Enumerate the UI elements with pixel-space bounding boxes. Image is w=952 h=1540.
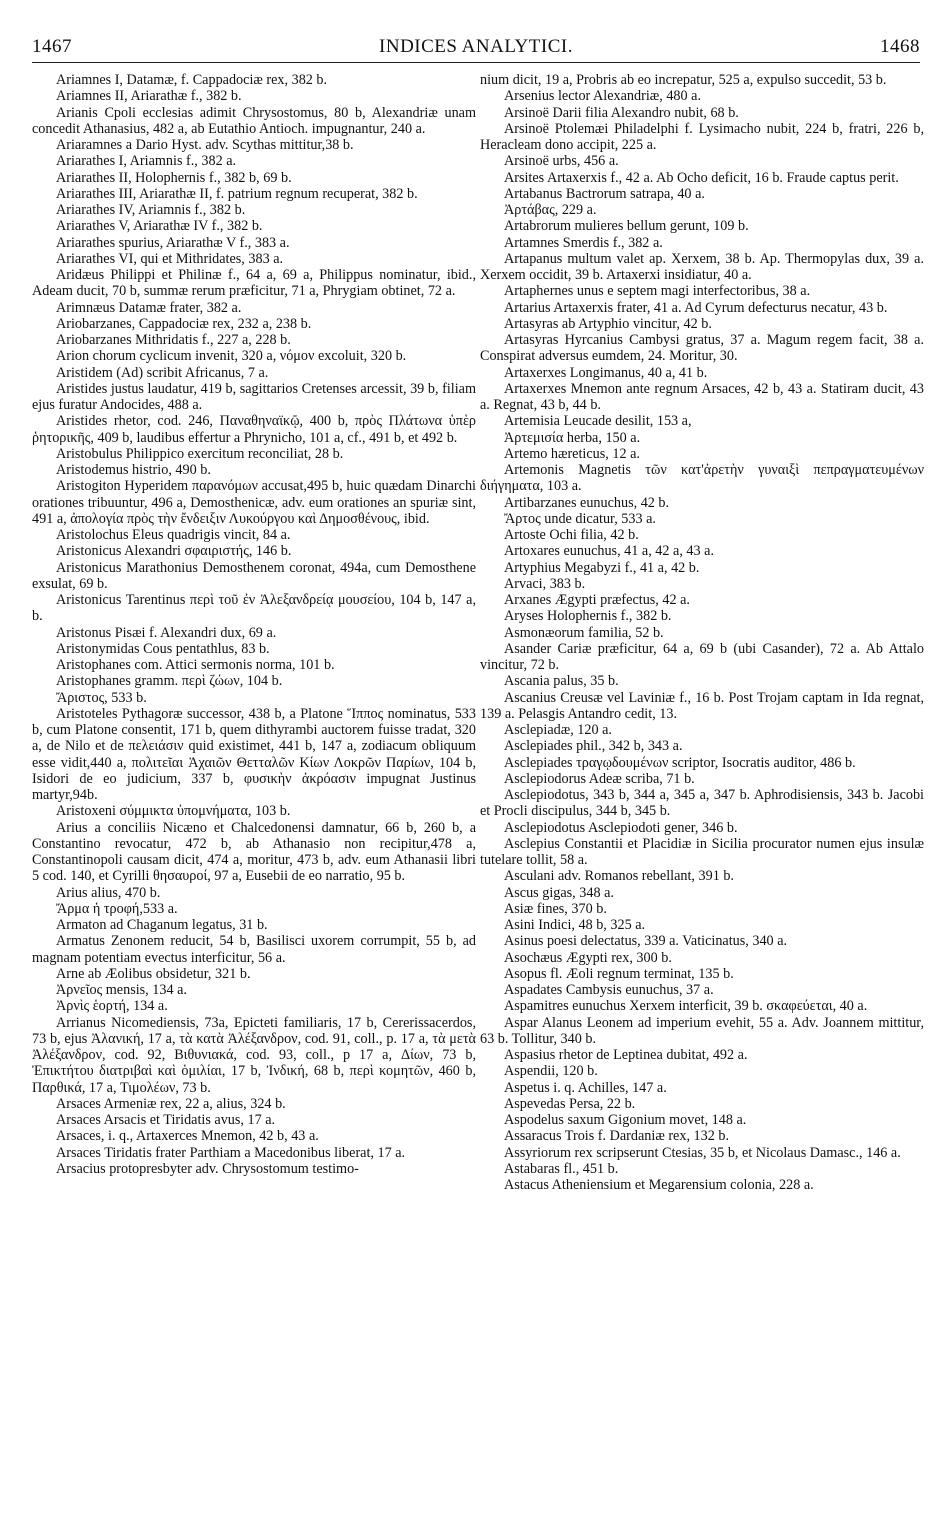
index-entry: Ascus gigas, 348 a. (504, 884, 614, 901)
index-entry: Astacus Atheniensium et Megarensium colonia, 228 a. (504, 1177, 814, 1193)
page-number-left: 1467 (32, 36, 72, 57)
index-entry: Ariaramnes a Dario Hyst. adv. Scythas mittitur,38 b. (56, 137, 354, 153)
index-entry: nium dicit, 19 a, Probris ab eo increpatur, 525 a, expulso succedit, 53 b. (480, 72, 887, 88)
index-entry: Asclepiodotus Asclepiodoti gener, 346 b. (504, 819, 738, 836)
index-entry: Armaton ad Chaganum legatus, 31 b. (56, 917, 268, 933)
page-number-right: 1468 (879, 36, 920, 57)
index-entry: Astabaras fl., 451 b. (504, 1160, 619, 1177)
index-entry: Aspasius rhetor de Leptinea dubitat, 492 a. (504, 1047, 748, 1063)
index-entry: Ariarathes III, Ariarathæ II, f. patrium regnum recuperat, 382 b. (56, 185, 418, 202)
index-entry: Arsites Artaxerxis f., 42 a. Ab Ocho deficit, 16 b. Fraude captus perit. (504, 169, 899, 186)
index-entry: Aristolochus Eleus quadrigis vincit, 84 a. (56, 527, 291, 543)
index-entry: Arion chorum cyclicum invenit, 320 a, νόμον excoluit, 320 b. (56, 348, 407, 365)
index-entry: Artemo hæreticus, 12 a. (504, 445, 640, 462)
left-column (32, 72, 476, 1534)
index-entry: Aristonymidas Cous pentathlus, 83 b. (56, 640, 270, 657)
index-entry: Aspodelus saxum Gigonium movet, 148 a. (504, 1112, 747, 1128)
index-entry: Asclepiades phil., 342 b, 343 a. (504, 738, 683, 755)
index-entry: Aspevedas Persa, 22 b. (504, 1095, 636, 1112)
index-entry: Arsinoë urbs, 456 a. (504, 153, 619, 170)
index-entry: Artemonis Magnetis τῶν κατ'ἀρετὴν γυναιξὶ πεπραγματευμένων διήγηματα, 103 a. (480, 462, 924, 495)
index-entry: Aspamitres eunuchus Xerxem interficit, 39 b. σκαφεύεται, 40 a. (504, 998, 868, 1015)
index-entry: Artabrorum mulieres bellum gerunt, 109 b. (504, 218, 749, 235)
index-entry: Ἀρνὶς ἑορτή, 134 a. (56, 998, 168, 1015)
index-entry: Ἀρνεῖος mensis, 134 a. (56, 982, 187, 998)
index-entry: Arsinoë Ptolemæi Philadelphi f. Lysimacho nubit, 224 b, fratri, 226 b, Heracleam dono accipit, 225 a. (480, 120, 924, 153)
index-entry: Asclepius Constantii et Placidiæ in Sicilia procurator numen ejus insulæ tutelare tollit, 58 a. (480, 835, 924, 868)
index-entry: Ariarathes spurius, Ariarathæ V f., 383 a. (56, 234, 290, 251)
index-entry: Arsacius protopresbyter adv. Chrysostomum testimo- (56, 1160, 359, 1177)
index-entry: Asmonæorum familia, 52 b. (504, 624, 664, 641)
index-entry: Arsaces Armeniæ rex, 22 a, alius, 324 b. (56, 1095, 286, 1112)
index-entry: Arius a conciliis Nicæno et Chalcedonensi damnatur, 66 b, 260 b, a Constantino revocatur, 472 b, ab Athanasio non recipitur,478 a, Constantinopoli causam dicit, 474 a, moritur, 473 b, adv. eum Athanasii libri 5 cod. 140, et Cyrilli θησαυροί, 97 a, Eusebii de eo narratio, 95 b. (32, 819, 476, 885)
index-entry: Asculani adv. Romanos rebellant, 391 b. (504, 868, 734, 885)
index-entry: Aristidem (Ad) scribit Africanus, 7 a. (56, 364, 269, 381)
index-entry: Artarius Artaxerxis frater, 41 a. Ad Cyrum defecturus necatur, 43 b. (504, 299, 888, 316)
page-title: INDICES ANALYTICI. (379, 36, 573, 57)
index-entry: Asini Indici, 48 b, 325 a. (504, 917, 646, 933)
index-entry: Arsaces Arsacis et Tiridatis avus, 17 a. (56, 1112, 276, 1128)
index-entry: Artaphernes unus e septem magi interfectoribus, 38 a. (504, 283, 811, 300)
index-entry: Ariarathes I, Ariamnis f., 382 a. (56, 153, 237, 170)
index-entry: Arsenius lector Alexandriæ, 480 a. (504, 88, 702, 105)
header-rule (32, 62, 920, 63)
index-entry: Arvaci, 383 b. (504, 575, 586, 592)
index-entry: Ἄριστος, 533 b. (56, 689, 147, 706)
index-entry: Ascanius Creusæ vel Laviniæ f., 16 b. Post Trojam captam in Ida regnat, 139 a. Pelasgis Antandro cedit, 13. (480, 689, 924, 722)
index-entry: Artyphius Megabyzi f., 41 a, 42 b. (504, 559, 700, 576)
index-entry: Asiæ fines, 370 b. (504, 900, 607, 917)
index-entry: Aristides justus laudatur, 419 b, sagittarios Cretenses arcessit, 39 b, filiam ejus furatur Andocides, 488 a. (32, 380, 476, 413)
index-entry: Aspendii, 120 b. (504, 1063, 598, 1080)
index-entry: Artabanus Bactrorum satrapa, 40 a. (504, 185, 705, 202)
index-entry: Ἄρμα ἡ τροφή,533 a. (56, 900, 178, 917)
index-entry: Aristonicus Alexandri σφαιριστής, 146 b. (56, 543, 292, 560)
index-entry: Arsaces, i. q., Artaxerces Mnemon, 42 b, 43 a. (56, 1128, 319, 1145)
index-entry: Aristonicus Marathonius Demosthenem coronat, 494a, cum Demosthene exsulat, 69 b. (32, 559, 476, 592)
index-entry: Arxanes Ægypti præfectus, 42 a. (504, 592, 690, 608)
index-entry: Artasyras ab Artyphio vincitur, 42 b. (504, 315, 712, 332)
index-entry: Artasyras Hyrcanius Cambysi gratus, 37 a. Magum regem facit, 38 a. Conspirat adversus eumdem, 24. Moritur, 30. (480, 332, 924, 365)
index-entry: Arrianus Nicomediensis, 73a, Epicteti familiaris, 17 b, Cererissacerdos, 73 b, ejus Ἀλανική, 17 a, τὰ κατὰ Ἀλέξανδρον, cod. 91, coll., p. 17 a, τὰ μετὰ Ἀλέξανδρον, cod. 92, Βιθυνιακά, cod. 93, coll., p 17 a, Δίων, 73 b, Ἐπικτήτου διατριβαὶ καὶ ὁμιλίαι, 17 b, Ἰνδική, 68 b, περὶ κομητῶν, 460 b, Παρθικά, 17 a, Τιμολέων, 73 b. (32, 1014, 476, 1096)
index-entry: Arimnæus Datamæ frater, 382 a. (56, 299, 242, 316)
index-entry: Aristophanes gramm. περὶ ζώων, 104 b. (56, 673, 283, 690)
index-entry: Aristoxeni σύμμικτα ὑπομνήματα, 103 b. (56, 803, 291, 820)
index-entry: Artibarzanes eunuchus, 42 b. (504, 494, 670, 511)
index-entry: Artaxerxes Longimanus, 40 a, 41 b. (504, 364, 708, 381)
index-entry: Ἄρτος unde dicatur, 533 a. (504, 510, 656, 527)
index-entry: Artaxerxes Mnemon ante regnum Arsaces, 42 b, 43 a. Statiram ducit, 43 a. Regnat, 43 b, 44 b. (480, 380, 924, 413)
index-entry: Asclepiodorus Adeæ scriba, 71 b. (504, 770, 695, 787)
index-entry: Arsaces Tiridatis frater Parthiam a Macedonibus liberat, 17 a. (56, 1144, 406, 1161)
index-entry: Arsinoë Darii filia Alexandro nubit, 68 b. (504, 104, 739, 121)
index-entry: Aryses Holophernis f., 382 b. (504, 608, 672, 625)
index-entry: Artemisia Leucade desilit, 153 a, (504, 413, 692, 430)
index-entry: Ariobarzanes Mithridatis f., 227 a, 228 b. (56, 332, 291, 348)
index-entry: Aspar Alanus Leonem ad imperium evehit, 55 a. Adv. Joannem mittitur, 63 b. Tollitur, 340 b. (480, 1014, 924, 1047)
index-entry: Ariarathes IV, Ariamnis f., 382 b. (56, 202, 246, 218)
index-entry: Ariobarzanes, Cappadociæ rex, 232 a, 238 b. (56, 315, 312, 332)
index-entry: Armatus Zenonem reducit, 54 b, Basilisci uxorem corrumpit, 55 b, ad magnam potentiam evectus interficitur, 56 a. (32, 933, 476, 966)
index-entry: Artamnes Smerdis f., 382 a. (504, 234, 663, 251)
index-entry: Aristoteles Pythagoræ successor, 438 b, a Platone Ἵππος nominatus, 533 b, cum Platone consentit, 171 b, quem dithyrambi auctorem fuisse tradat, 320 a, de Nilo et de πελειάσιν quid existimet, 441 b, 147 a, zodiacum obliquum esse vidit,440 a, πολιτεῖαι Ἀχαιῶν Θετταλῶν Κίων Λοκρῶν Παρίων, 104 b, Isidori de eo judicium, 337 b, φυσικὴν ἀκρόασιν impugnat Justinus martyr,94b. (32, 705, 476, 803)
right-column (480, 72, 924, 1534)
index-entry: Asinus poesi delectatus, 339 a. Vaticinatus, 340 a. (504, 933, 788, 950)
index-entry: Aridæus Philippi et Philinæ f., 64 a, 69 a, Philippus nominatur, ibid., Adeam ducit, 70 b, summæ rerum præficitur, 71 a, Phrygiam obtinet, 72 a. (32, 267, 476, 300)
index-entry: Asclepiodotus, 343 b, 344 a, 345 a, 347 b. Aphrodisiensis, 343 b. Jacobi et Procli discipulus, 344 b, 345 b. (480, 787, 924, 820)
index-entry: Asclepiadæ, 120 a. (504, 722, 612, 738)
index-entry: Ariarathes V, Ariarathæ IV f., 382 b. (56, 218, 263, 235)
index-entry: Assyriorum rex scripserunt Ctesias, 35 b, et Nicolaus Damasc., 146 a. (504, 1144, 901, 1161)
index-entry: Ariamnes I, Datamæ, f. Cappadociæ rex, 382 b. (56, 72, 328, 88)
index-entry: Arianis Cpoli ecclesias adimit Chrysostomus, 80 b, Alexandriæ unam concedit Athanasius, 482 a, ab Eutathio Antioch. impugnantur, 240 a. (32, 104, 476, 137)
index-entry: Asclepiades τραγῳδουμένων scriptor, Isocratis auditor, 486 b. (504, 754, 856, 771)
index-entry: Aspetus i. q. Achilles, 147 a. (504, 1079, 667, 1096)
index-entry: Aristophanes com. Attici sermonis norma, 101 b. (56, 657, 335, 673)
index-entry: Arius alius, 470 b. (56, 884, 161, 901)
index-entry: Ariarathes II, Holophernis f., 382 b, 69 b. (56, 169, 292, 186)
index-entry: Artoxares eunuchus, 41 a, 42 a, 43 a. (504, 543, 714, 560)
index-entry: Asopus fl. Æoli regnum terminat, 135 b. (504, 965, 734, 982)
index-entry: Artapanus multum valet ap. Xerxem, 38 b. Ap. Thermopylas dux, 39 a. Xerxem occidit, 39 b. Artaxerxi insidiatur, 40 a. (480, 250, 924, 283)
index-entry: Ἀρτεμισία herba, 150 a. (504, 429, 641, 446)
index-entry: Aristonicus Tarentinus περὶ τοῦ ἐν Ἀλεξανδρείᾳ μουσείου, 104 b, 147 a, b. (32, 592, 476, 625)
index-entry: Aristodemus histrio, 490 b. (56, 462, 211, 478)
index-entry: Ἀρτάβας, 229 a. (504, 202, 597, 218)
index-entry: Artoste Ochi filia, 42 b. (504, 527, 639, 543)
index-entry: Aristogiton Hyperidem παρανόμων accusat,495 b, huic quædam Dinarchi orationes tribuuntur, 496 a, Demosthenicæ, adv. eum orationes an spuriæ sint, 491 a, ἀπολογία πρὸς τὴν ἔνδειξιν Λυκούργου καὶ Δημοσθένους, ibid. (32, 478, 476, 527)
index-entry: Ariarathes VI, qui et Mithridates, 383 a. (56, 250, 284, 267)
index-entry: Ascania palus, 35 b. (504, 673, 619, 690)
index-entry: Asander Cariæ præficitur, 64 a, 69 b (ubi Casander), 72 a. Ab Attalo vincitur, 72 b. (480, 640, 924, 673)
index-entry: Arne ab Æolibus obsidetur, 321 b. (56, 965, 251, 982)
index-entry: Asochæus Ægypti rex, 300 b. (504, 949, 672, 966)
index-entry: Aristonus Pisæi f. Alexandri dux, 69 a. (56, 624, 277, 641)
page-header (32, 34, 920, 60)
index-entry: Aristobulus Philippico exercitum reconciliat, 28 b. (56, 445, 344, 462)
index-entry: Aspadates Cambysis eunuchus, 37 a. (504, 982, 714, 998)
index-entry: Assaracus Trois f. Dardaniæ rex, 132 b. (504, 1128, 730, 1145)
index-entry: Ariamnes II, Ariarathæ f., 382 b. (56, 88, 242, 105)
index-entry: Aristides rhetor, cod. 246, Παναθηναϊκῷ, 400 b, πρὸς Πλάτωνα ὑπὲρ ῥητορικῆς, 409 b, laudibus effertur a Phrynicho, 101 a, cf., 491 b, et 492 b. (32, 413, 476, 446)
